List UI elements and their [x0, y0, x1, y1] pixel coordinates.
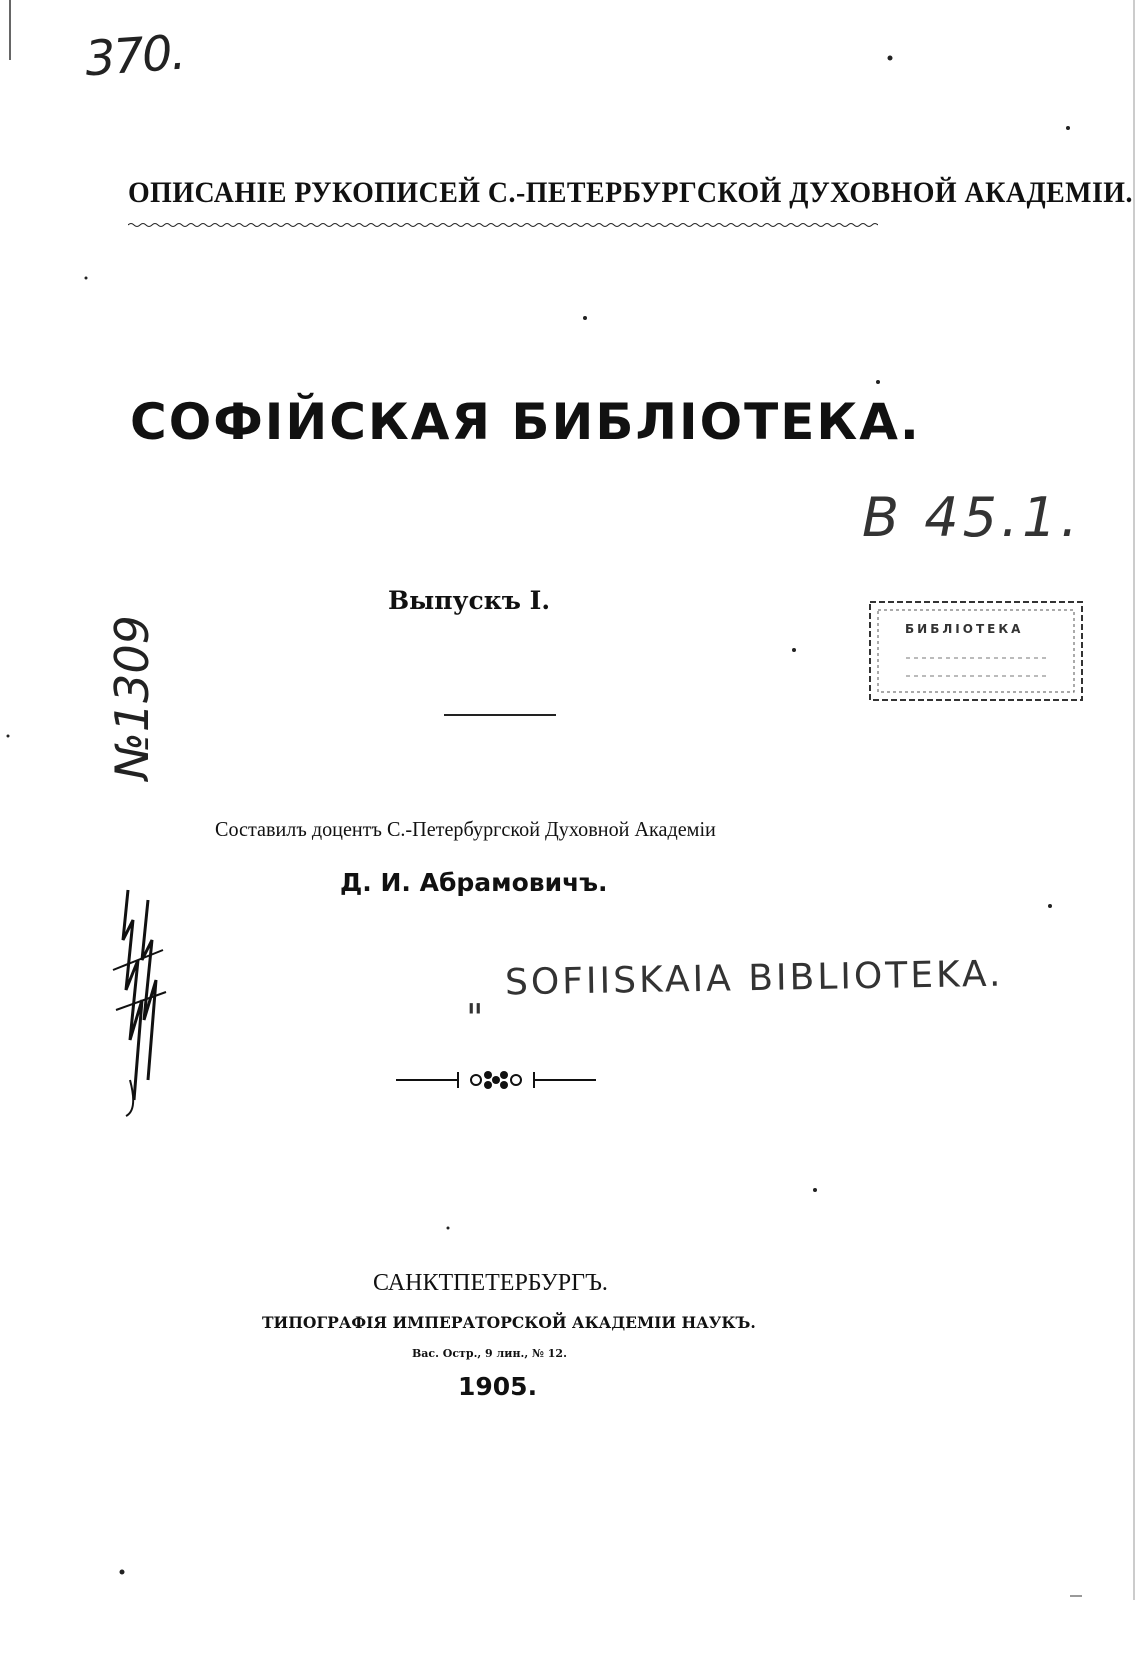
imprint-printer: ТИПОГРАФІЯ ИМПЕРАТОРСКОЙ АКАДЕМІИ НАУКЪ.	[262, 1313, 756, 1332]
author-name: Д. И. Абрамовичъ.	[340, 868, 608, 897]
stamp-text: БИБЛІОТЕКА	[905, 622, 1024, 636]
imprint-year: 1905.	[458, 1372, 538, 1401]
handwritten-transliteration: SOFIISKAIA BIBLIOTEKA.	[504, 953, 1004, 1004]
handwritten-quote-mark: "	[466, 996, 484, 1040]
imprint-address: Вас. Остр., 9 лин., № 12.	[412, 1347, 567, 1360]
handwritten-number: 370.	[83, 24, 186, 88]
issue-divider	[444, 714, 556, 716]
compiled-by-line: Составилъ доцентъ С.-Петербургской Духовной Академіи	[215, 817, 716, 841]
handwritten-shelf-mark: В 45.1.	[862, 486, 1082, 549]
handwritten-side-number: №1309	[105, 615, 159, 780]
main-title: СОФІЙСКАЯ БИБЛІОТЕКА.	[130, 393, 921, 451]
library-stamp	[866, 598, 1086, 704]
imprint-city: САНКТПЕТЕРБУРГЪ.	[373, 1270, 608, 1296]
handwritten-scribble	[108, 880, 178, 1120]
ornament-divider	[396, 1068, 596, 1092]
issue-number: Выпускъ I.	[388, 586, 551, 615]
series-underline	[128, 222, 878, 228]
series-title: ОПИСАНІЕ РУКОПИСЕЙ С.-ПЕТЕРБУРГСКОЙ ДУХОВНОЙ АКАДЕМІИ.	[128, 176, 1133, 209]
